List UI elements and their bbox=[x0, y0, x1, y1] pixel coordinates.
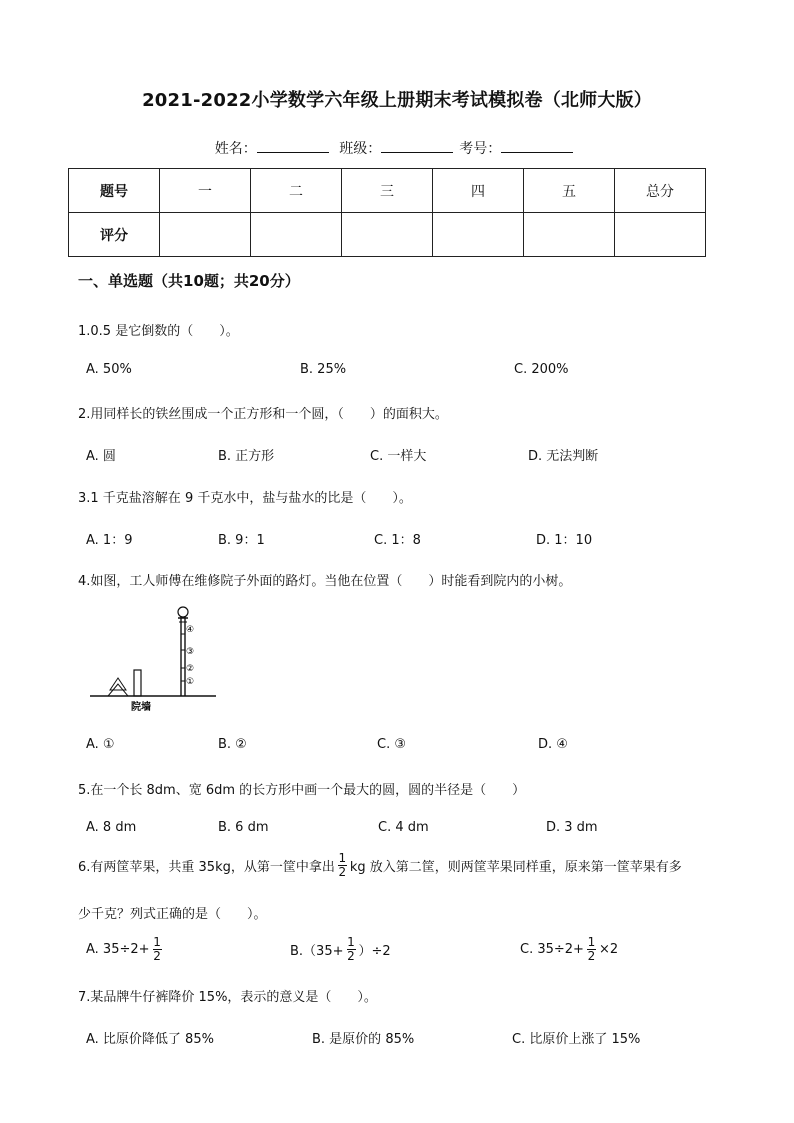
q3-option-b[interactable]: B. 9：1 bbox=[218, 533, 265, 548]
class-field[interactable] bbox=[381, 140, 453, 153]
score-cell[interactable] bbox=[433, 213, 524, 257]
fraction-one-half: $\frac{1}{2}$ bbox=[587, 935, 596, 963]
q2-option-c[interactable]: C. 一样大 bbox=[370, 449, 427, 464]
q7-option-b[interactable]: B. 是原价的 85% bbox=[312, 1032, 415, 1047]
score-cell[interactable] bbox=[342, 213, 433, 257]
name-label: 姓名： bbox=[214, 141, 257, 157]
question-1: 1.0.5 是它倒数的（ ）。 bbox=[78, 324, 239, 339]
fraction-one-half: $\frac{1}{2}$ bbox=[153, 935, 161, 963]
q7-option-c[interactable]: C. 比原价上涨了 15% bbox=[512, 1032, 641, 1047]
question-2: 2.用同样长的铁丝围成一个正方形和一个圆，（ ）的面积大。 bbox=[78, 407, 448, 422]
streetlight-figure bbox=[88, 604, 218, 714]
question-6-line2: 少千克？列式正确的是（ ）。 bbox=[78, 907, 267, 922]
q6-option-c[interactable]: C. 35÷2+ $\frac{1}{2}$ ×2 bbox=[520, 935, 619, 963]
position-mark-2: ② bbox=[186, 664, 195, 674]
q6-text-before: 6.有两筐苹果，共重 35kg，从第一筐中拿出 bbox=[78, 860, 335, 875]
question-3: 3.1 千克盐溶解在 9 千克水中，盐与盐水的比是（ ）。 bbox=[78, 491, 412, 506]
score-table-header-row bbox=[69, 169, 706, 213]
score-table-score-row bbox=[69, 213, 706, 257]
q2-option-d[interactable]: D. 无法判断 bbox=[528, 449, 599, 464]
q3-option-a[interactable]: A. 1：9 bbox=[86, 533, 133, 548]
question-7: 7.某品牌牛仔裤降价 15%，表示的意义是（ ）。 bbox=[78, 990, 377, 1005]
q4-option-b[interactable]: B. ② bbox=[218, 737, 247, 752]
position-mark-4: ④ bbox=[186, 625, 195, 635]
q4-option-a[interactable]: A. ① bbox=[86, 737, 115, 752]
student-info bbox=[0, 138, 794, 158]
q5-option-b[interactable]: B. 6 dm bbox=[218, 820, 269, 835]
q1-option-a[interactable]: A. 50% bbox=[86, 362, 132, 377]
courtyard-wall bbox=[134, 670, 141, 696]
score-table-header: 五 bbox=[524, 169, 615, 213]
q6-text-after: kg 放入第二筐，则两筐苹果同样重，原来第一筐苹果有多 bbox=[349, 860, 682, 875]
q3-option-d[interactable]: D. 1：10 bbox=[536, 533, 593, 548]
question-4: 4.如图，工人师傅在维修院子外面的路灯。当他在位置（ ）时能看到院内的小树。 bbox=[78, 574, 572, 589]
score-cell[interactable] bbox=[251, 213, 342, 257]
fraction-one-half: $\frac{1}{2}$ bbox=[338, 851, 347, 879]
section-heading: 一、单选题（共10题；共20分） bbox=[78, 272, 300, 290]
exam-no-field[interactable] bbox=[501, 140, 573, 153]
q3-option-c[interactable]: C. 1：8 bbox=[374, 533, 421, 548]
score-table-header: 二 bbox=[251, 169, 342, 213]
q2-option-a[interactable]: A. 圆 bbox=[86, 449, 116, 464]
q5-option-a[interactable]: A. 8 dm bbox=[86, 820, 137, 835]
q1-option-b[interactable]: B. 25% bbox=[300, 362, 347, 377]
wall-label: 院墙 bbox=[131, 702, 151, 713]
class-label: 班级： bbox=[339, 141, 382, 157]
score-table-header: 三 bbox=[342, 169, 433, 213]
fraction-one-half: $\frac{1}{2}$ bbox=[347, 935, 355, 963]
q5-option-c[interactable]: C. 4 dm bbox=[378, 820, 429, 835]
score-table-header: 总分 bbox=[615, 169, 706, 213]
name-field[interactable] bbox=[257, 140, 329, 153]
question-5: 5.在一个长 8dm、宽 6dm 的长方形中画一个最大的圆，圆的半径是（ ） bbox=[78, 783, 526, 798]
q4-option-c[interactable]: C. ③ bbox=[377, 737, 406, 752]
score-table-header: 题号 bbox=[69, 169, 160, 213]
q7-option-a[interactable]: A. 比原价降低了 85% bbox=[86, 1032, 214, 1047]
score-cell[interactable] bbox=[160, 213, 251, 257]
q4-option-d[interactable]: D. ④ bbox=[538, 737, 568, 752]
score-table-header: 四 bbox=[433, 169, 524, 213]
page-title: 2021-2022小学数学六年级上册期末考试模拟卷（北师大版） bbox=[142, 90, 652, 111]
position-mark-3: ③ bbox=[186, 647, 195, 657]
score-row-label: 评分 bbox=[69, 213, 160, 257]
q1-option-c[interactable]: C. 200% bbox=[514, 362, 569, 377]
lamp-bulb-icon bbox=[178, 607, 188, 617]
score-cell[interactable] bbox=[615, 213, 706, 257]
score-table-header: 一 bbox=[160, 169, 251, 213]
position-mark-1: ① bbox=[186, 677, 195, 687]
score-table bbox=[68, 168, 706, 257]
q6-option-a[interactable]: A. 35÷2+ $\frac{1}{2}$ bbox=[86, 935, 161, 963]
question-6 bbox=[78, 852, 682, 879]
exam-no-label: 考号： bbox=[459, 141, 502, 157]
q5-option-d[interactable]: D. 3 dm bbox=[546, 820, 598, 835]
q2-option-b[interactable]: B. 正方形 bbox=[218, 449, 275, 464]
score-cell[interactable] bbox=[524, 213, 615, 257]
q6-option-b[interactable]: B.（35+ $\frac{1}{2}$ ）÷2 bbox=[290, 935, 391, 963]
